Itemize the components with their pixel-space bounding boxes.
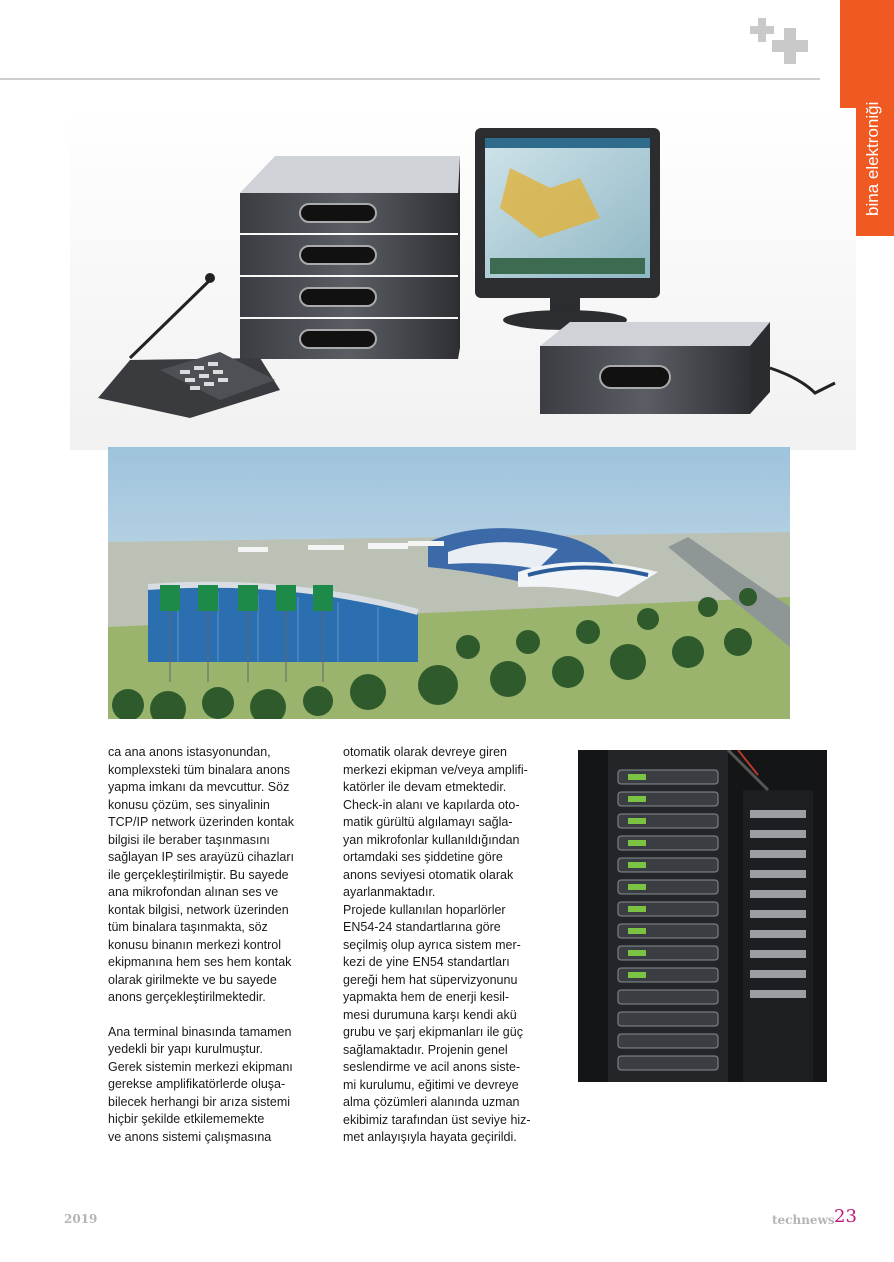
page-number: 23: [834, 1206, 857, 1227]
header-rule: [0, 78, 820, 80]
article-paragraph: ca ana anons istasyonundan, komplexsteki tüm binalara anons yapma imkanı da mevcuttur. Söz konusu çözüm, ses sinyalinin TCP/IP network üzerinden kontak bilgisi ile beraber taşınmasını sağlayan IP ses arayüzü cihazları ile gerçekleştirilmiştir. Bu sayede ana mikrofondan alınan ses ve kontak bilgisi, network üzerinden tüm binalara taşınmakta, söz konusu binanın merkezi kontrol ekipmanına hem ses hem kontak olarak girilmekte ve bu sayede anons gerçekleştirilmektedir.: [108, 745, 294, 1004]
article-paragraph: Ana terminal binasında tamamen yedekli bir yapı kurulmuştur. Gerek sistemin merkezi ekipmanı gerekse amplifikatörlerde oluşa- bilecek herhangi bir arıza sistemi hiçbir şekilde etkilememekte ve anons sistemi çalışmasına: [108, 1024, 293, 1144]
footer-year: 2019: [64, 1212, 98, 1226]
article-paragraph: otomatik olarak devreye giren merkezi ekipman ve/veya amplifi- katörler ile devam etmektedir. Check-in alanı ve kapılarda oto- matik gürültü algılamayı sağla- yan mikrofonlar kullanıldığından ortamdaki ses şiddetine göre anons seviyesi otomatik olarak ayarlanmaktadır.: [343, 745, 528, 899]
double-plus-icon: [750, 18, 816, 74]
article-column-left: [108, 744, 328, 1146]
footer-brand: technews: [772, 1213, 835, 1227]
equipment-photo: [70, 108, 856, 450]
article-paragraph: Projede kullanılan hoparlörler EN54-24 standartlarına göre seçilmiş olup ayrıca sistem mer- kezi de yine EN54 standartları gereği hem hat süpervizyonunu yapmakta hem de enerji kesil- mesi durumuna karşı kendi akü grubu ve şarj ekipmanları ile güç sağlamaktadır. Projenin genel seslendirme ve acil anons siste- mi kurulumu, eğitimi ve devreye alma çözümleri alanında uzman ekibimiz tarafından üst seviye hiz- met anlayışıyla hayata geçirildi.: [343, 902, 531, 1144]
article-column-middle: [343, 744, 565, 1147]
rack-photo: [578, 750, 827, 1082]
section-tab-label: bina elektroniği: [863, 101, 882, 216]
airport-rendering: [108, 447, 790, 719]
